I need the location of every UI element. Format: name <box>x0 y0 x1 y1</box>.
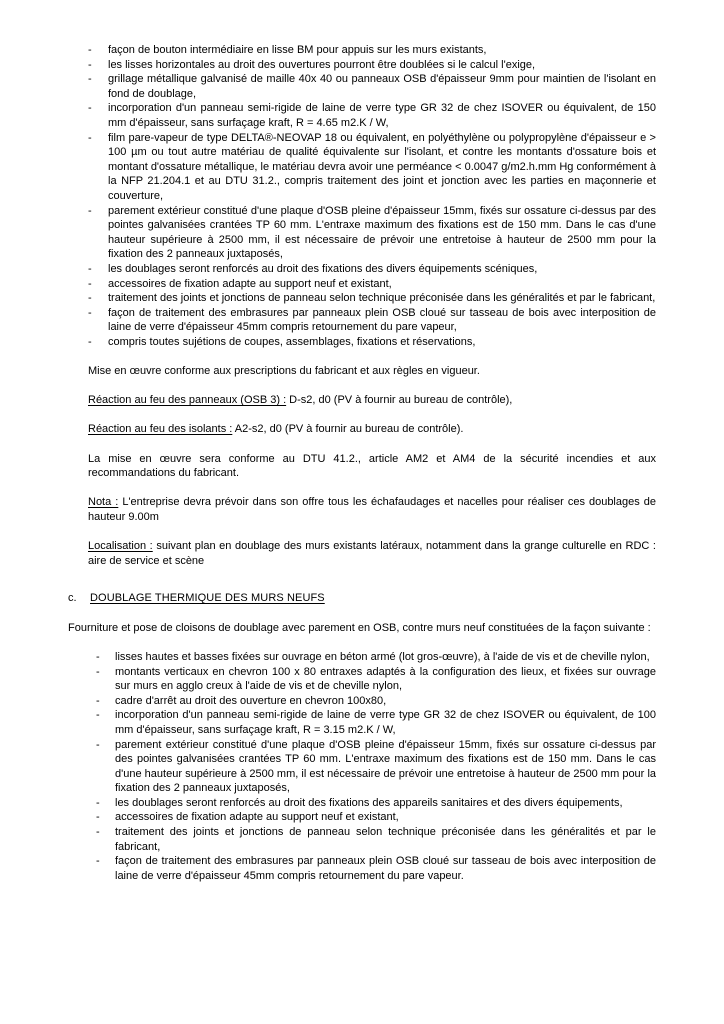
list-item <box>88 131 656 204</box>
section-c-heading-row <box>68 591 656 606</box>
paragraph: Mise en œuvre conforme aux prescriptions du fabricant et aux règles en vigueur. <box>88 365 480 378</box>
bullet-dash: - <box>96 855 100 868</box>
list-item <box>88 291 656 306</box>
bullet-dash: - <box>88 262 92 275</box>
list-item <box>88 72 656 101</box>
bullet-text: façon de traitement des embrasures par panneaux plein OSB cloué sur tasseau de bois avec interposition de laine de verre d'épaisseur 45mm compris retournement du pare vapeur, <box>108 306 656 334</box>
bullet-dash: - <box>88 204 92 217</box>
section-b-bullet-list <box>88 43 656 349</box>
underlined-label: Localisation : <box>88 540 153 553</box>
bullet-dash: - <box>88 102 92 115</box>
underlined-label: Réaction au feu des panneaux (OSB 3) : <box>88 394 287 407</box>
bullet-dash: - <box>88 58 92 71</box>
list-item <box>88 101 656 130</box>
paragraph: La mise en œuvre sera conforme au DTU 41.2., article AM2 et AM4 de la sécurité incendies et aux recommandations du fabricant. <box>88 452 656 480</box>
paragraph: Nota : L'entreprise devra prévoir dans son offre tous les échafaudages et nacelles pour réaliser ces doublages de hauteur 9.00m <box>88 496 656 523</box>
bullet-text: traitement des joints et jonctions de panneau selon technique préconisée dans les généralités et par le fabricant, <box>115 826 656 853</box>
list-item <box>88 58 656 73</box>
bullet-dash: - <box>96 811 100 824</box>
bullet-text: montants verticaux en chevron 100 x 80 entraxes adaptés à la configuration des lieux, et fixées sur ouvrage sur murs en agglo creux à l'aide de vis et de cheville nylon, <box>115 665 656 693</box>
bullet-text: incorporation d'un panneau semi-rigide de laine de verre type GR 32 de chez ISOVER ou équivalent, de 150 mm d'épaisseur, sans surfaçage kraft, R = 4.65 m2.K / W, <box>108 102 656 129</box>
section-b-body <box>88 43 656 568</box>
list-item <box>96 665 656 694</box>
bullet-dash: - <box>96 709 100 722</box>
bullet-text: accessoires de fixation adapte au support neuf et existant, <box>115 811 399 824</box>
bullet-text: incorporation d'un panneau semi-rigide de laine de verre type GR 32 de chez ISOVER ou équivalent, de 100 mm d'épaisseur, sans surfaçage kraft, R = 3.15 m2.K / W, <box>115 709 656 736</box>
bullet-dash: - <box>96 826 100 839</box>
underlined-label: Nota : <box>88 496 119 509</box>
bullet-dash: - <box>96 665 100 678</box>
underlined-label: Réaction au feu des isolants : <box>88 423 233 436</box>
bullet-dash: - <box>88 44 92 56</box>
section-b-paragraphs <box>88 364 656 568</box>
list-item <box>96 854 656 883</box>
bullet-text: les lisses horizontales au droit des ouvertures pourront être doublées si le calcul l'exige, <box>108 58 536 71</box>
list-item <box>88 277 656 292</box>
bullet-text: lisses hautes et basses fixées sur ouvrage en béton armé (lot gros-œuvre), à l'aide de vis et de cheville nylon, <box>115 650 650 663</box>
section-c-heading: DOUBLAGE THERMIQUE DES MURS NEUFS <box>90 592 325 605</box>
list-item <box>96 738 656 796</box>
bullet-dash: - <box>96 796 100 809</box>
list-item <box>96 650 656 665</box>
list-item <box>88 43 656 58</box>
bullet-dash: - <box>88 131 92 144</box>
bullet-dash: - <box>88 335 92 348</box>
list-item <box>96 825 656 854</box>
paragraph: Réaction au feu des isolants : A2-s2, d0 (PV à fournir au bureau de contrôle). <box>88 423 464 436</box>
bullet-dash: - <box>88 277 92 290</box>
bullet-dash: - <box>96 738 100 751</box>
bullet-text: cadre d'arrêt au droit des ouverture en chevron 100x80, <box>115 694 387 707</box>
list-item <box>96 694 656 709</box>
bullet-text: compris toutes sujétions de coupes, assemblages, fixations et réservations, <box>108 335 476 348</box>
bullet-dash: - <box>88 306 92 319</box>
list-item <box>88 335 656 350</box>
list-item <box>88 262 656 277</box>
bullet-dash: - <box>96 694 100 707</box>
bullet-text: grillage métallique galvanisé de maille 40x 40 ou panneaux OSB d'épaisseur 9mm pour maintien de l'isolant en fond de doublage, <box>108 73 656 100</box>
paragraph: Réaction au feu des panneaux (OSB 3) : D-s2, d0 (PV à fournir au bureau de contrôle), <box>88 394 513 407</box>
bullet-dash: - <box>96 650 100 663</box>
bullet-text: parement extérieur constitué d'une plaque d'OSB pleine d'épaisseur 15mm, fixés sur ossature ci-dessus par des pointes galvanisées crantées TP 60 mm. L'entraxe maximum des fixations est de 150 mm. Dans le cas d'une hauteur supérieure à 2500 mm, il est nécessaire de prévoir une entretoise à hauteur de 2500 mm pour la fixation des 2 panneaux juxtaposés, <box>108 204 656 261</box>
bullet-text: traitement des joints et jonctions de panneau selon technique préconisée dans les généralités et par le fabricant, <box>108 292 656 305</box>
section-c-marker: c. <box>68 592 77 605</box>
list-item <box>88 204 656 262</box>
list-item <box>96 810 656 825</box>
bullet-text: les doublages seront renforcés au droit des fixations des divers équipements scéniques, <box>108 262 538 275</box>
section-c-bullet-list <box>96 650 656 884</box>
list-item <box>88 306 656 335</box>
bullet-dash: - <box>88 73 92 86</box>
bullet-text: film pare-vapeur de type DELTA®-NEOVAP 18 ou équivalent, en polyéthylène ou polypropylène d'épaisseur e > 100 µm ou tout autre matériau de qualité équivalente sur l'isolant, et contre les montants d'ossature bois et montant d'ossature métallique, le matériau devra avoir une perméance < 0.0047 g/m2.h.mm Hg conformément à la NFP 21.204.1 et au DTU 31.2., compris traitement des joint et jonction avec les parties en maçonnerie et couverture, <box>108 131 656 202</box>
bullet-text: accessoires de fixation adapte au support neuf et existant, <box>108 277 392 290</box>
bullet-text: façon de bouton intermédiaire en lisse BM pour appuis sur les murs existants, <box>108 44 487 56</box>
section-c-intro: Fourniture et pose de cloisons de doublage avec parement en OSB, contre murs neuf constituées de la façon suivante : <box>68 621 651 634</box>
list-item <box>96 708 656 737</box>
bullet-dash: - <box>88 292 92 305</box>
bullet-text: façon de traitement des embrasures par panneaux plein OSB cloué sur tasseau de bois avec interposition de laine de verre d'épaisseur 45mm compris retournement du pare vapeur. <box>115 855 656 882</box>
paragraph: Localisation : suivant plan en doublage des murs existants latéraux, notamment dans la grange culturelle en RDC : aire de service et scène <box>88 540 656 567</box>
list-item <box>96 796 656 811</box>
bullet-text: les doublages seront renforcés au droit des fixations des appareils sanitaires et des divers équipements, <box>115 796 623 809</box>
bullet-text: parement extérieur constitué d'une plaque d'OSB pleine d'épaisseur 15mm, fixés sur ossature ci-dessus par des pointes galvanisées crantées TP 60 mm. L'entraxe maximum des fixations est de 150 mm. Dans le cas d'une hauteur supérieure à 2500 mm, il est nécessaire de prévoir une entretoise à hauteur de 2500 mm pour la fixation des 2 panneaux juxtaposés, <box>115 738 656 795</box>
